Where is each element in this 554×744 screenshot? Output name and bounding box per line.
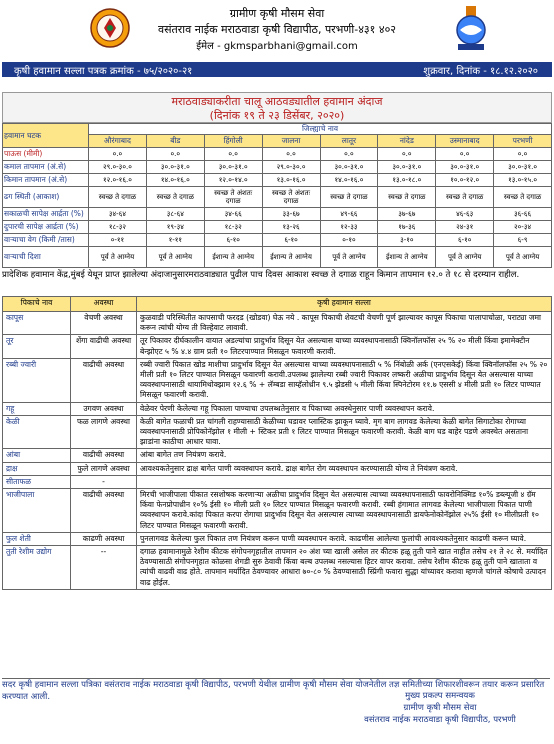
forecast-cell: २९.०-३०.०: [262, 161, 320, 174]
forecast-cell: २४-३१: [436, 221, 494, 234]
table-row: [3, 532, 552, 545]
forecast-cell: १७-३६: [378, 221, 436, 234]
table-row: [3, 148, 552, 161]
crop-name: सीताफळ: [3, 475, 71, 488]
district-name: हिंगोली: [204, 135, 262, 148]
forecast-cell: ३-१०: [378, 234, 436, 247]
forecast-cell: ईशान्य ते आग्नेय: [204, 247, 262, 268]
stage-header: अवस्था: [71, 297, 137, 312]
crop-advisory-table: [2, 296, 552, 590]
forecast-cell: १३.०-१६.०: [262, 174, 320, 187]
param-header: हवामान घटक: [3, 124, 89, 148]
param-label: पाऊस (मीमी): [3, 148, 89, 161]
table-row: [3, 312, 552, 335]
forecast-cell: ०-११: [89, 234, 147, 247]
forecast-cell: ३०.०-३१.०: [320, 161, 378, 174]
forecast-cell: ०.०: [89, 148, 147, 161]
crop-name: गहू: [3, 402, 71, 415]
forecast-cell: १३.०-१८.०: [378, 174, 436, 187]
forecast-cell: ०-१०: [320, 234, 378, 247]
forecast-cell: ३०.०-३१.०: [378, 161, 436, 174]
crop-stage: वेचणी अवस्था: [71, 312, 137, 335]
forecast-cell: ६-१०: [204, 234, 262, 247]
param-label: वाऱ्याचा वेग (किमी /तास): [3, 234, 89, 247]
forecast-cell: ३४-६६: [204, 208, 262, 221]
crop-advice: मिरची भाजीपाला पीकात रसशोषक करणाऱ्या अळीचा प्रादुर्भाव दिसून येत असल्यास त्याच्या व्यवस्थापनासाठी फावरोनिक्मिड १०% डब्ल्यूजी ४ ग्रॅम किंवा फेनप्रोपाथ्रीन १०% ईसी १० मीली प्रती १० लिटर पाण्यात मिसळून फवारणी करावी. रब्बी हंगामात लागवड केलेल्या भाजीपाला पिकात पाणी व्यवस्थापन करावे.कांदा पिकात करपा रोगाचा प्रादुर्भाव दिसून येत असल्यास त्याच्या व्यवस्थापनासाठी डायफेनोकोनॅझोल २५% ईसी १० मीलीप्रती १० लिटर पाण्यात मिसळून फवारणी करावी.: [137, 489, 552, 533]
forecast-cell: १२-३३: [320, 221, 378, 234]
crop-stage: वाढीची अवस्था: [71, 489, 137, 533]
forecast-cell: स्वच्छ ते दगाळ: [146, 187, 204, 208]
forecast-cell: १३.०-१५.०: [494, 174, 552, 187]
forecast-cell: ईशान्य ते आग्नेय: [262, 247, 320, 268]
org-line-1: ग्रामीण कृषी मौसम सेवा: [229, 7, 325, 20]
org-line-2: वसंतराव नाईक मराठवाडा कृषी विद्यापीठ, परभणी-४३१ ४०२: [157, 23, 397, 36]
crop-stage: उगवण अवस्था: [71, 402, 137, 415]
param-label: किमान तापमान (अं.से): [3, 174, 89, 187]
crop-name: केळी: [3, 415, 71, 449]
forecast-cell: पूर्व ते आग्नेय: [146, 247, 204, 268]
param-label: सकाळची सापेक्ष आर्द्रता (%): [3, 208, 89, 221]
bulletin-ref-bar: [2, 62, 552, 77]
forecast-cell: ०.०: [146, 148, 204, 161]
crop-name: आंबा: [3, 449, 71, 462]
crop-stage: -: [71, 475, 137, 488]
district-name: नांदेड: [378, 135, 436, 148]
crop-name: भाजीपाला: [3, 489, 71, 533]
signature-block: [330, 690, 550, 726]
footer-note: सदर कृषी हवामान सल्ला पत्रिका वसंतराव नाईक मराठवाडा कृषी विद्यापीठ, परभणी येथील ग्रामीण कृषी मौसम सेवा योजनेतील तज्ञ समितीच्या शिफारशीवरून तयार करून प्रसारित करण्यात आली.: [2, 678, 550, 703]
table-row: [3, 415, 552, 449]
forecast-cell: स्वच्छ ते अंशतः दगाळ: [262, 187, 320, 208]
forecast-date-range: (दिनांक १९ ते २३ डिसेंबर, २०२०): [209, 109, 345, 122]
forecast-cell: १-११: [146, 234, 204, 247]
forecast-cell: स्वच्छ ते दगाळ: [436, 187, 494, 208]
forecast-cell: ०.०: [204, 148, 262, 161]
signature-line-3: वसंतराव नाईक मराठवाडा कृषी विद्यापीठ, परभणी: [364, 715, 516, 725]
forecast-cell: स्वच्छ ते दगाळ: [320, 187, 378, 208]
table-row: [3, 221, 552, 234]
crop-advice: तूर पिकावर दीर्घकालीन वायात अडल्यांचा प्रादुर्भाव दिसून येत असल्यास याच्या व्यवस्थापनासाठी क्विनॉलफॉस २५ % २० मीली किंवा इमामेक्टीन बेन्झोएट ५ % ४.४ ग्राम प्रती १० लिटरपाण्यात मिसळून फवारणी करावी.: [137, 335, 552, 358]
district-name: लातूर: [320, 135, 378, 148]
forecast-cell: स्वच्छ ते दगाळ: [494, 187, 552, 208]
table-row: [3, 234, 552, 247]
forecast-cell: २९.०-३०.०: [89, 161, 147, 174]
forecast-heading: [2, 92, 552, 123]
crop-advice: पुनलागवड केलेल्या फुल पिकात तण नियंत्रण करून पाणी व्यवस्थापन करावे. काढणीस आलेल्या फुलांची आवश्यकतेनुसार काढणी करून घ्यावे.: [137, 532, 552, 545]
forecast-cell: ०.०: [494, 148, 552, 161]
table-row: [3, 208, 552, 221]
crop-advice: आवश्यकतेनुसार द्राक्ष बागेत पाणी व्यवस्थापन करावे. द्राक्ष बागेत रोग व्यवस्थापन करण्यासाठी योग्य ते नियंत्रण करावे.: [137, 462, 552, 475]
crop-stage: वाढीची अवस्था: [71, 449, 137, 462]
forecast-cell: ०.०: [436, 148, 494, 161]
crop-stage: --: [71, 546, 137, 590]
crop-advice: आंबा बागेत तण नियंत्रण करावे.: [137, 449, 552, 462]
table-row: [3, 358, 552, 402]
crop-stage: फुले लागणे अवस्था: [71, 462, 137, 475]
forecast-cell: ०.०: [378, 148, 436, 161]
forecast-cell: ३८-६४: [146, 208, 204, 221]
param-label: दुपारची सापेक्ष आर्द्रता (%): [3, 221, 89, 234]
forecast-cell: १०.०-१२.०: [436, 174, 494, 187]
table-row: [3, 449, 552, 462]
district-header: जिल्ह्याचे नाव: [89, 124, 552, 135]
forecast-title: मराठवाड्याकरीता चालू आठवड्यातील हवामान अंदाज: [171, 95, 383, 108]
param-label: ढग स्थिती (आकाश): [3, 187, 89, 208]
forecast-cell: पूर्व ते आग्नेय: [320, 247, 378, 268]
forecast-cell: ३०.०-३१.०: [146, 161, 204, 174]
table-row: [3, 247, 552, 268]
forecast-cell: ३०.०-३१.०: [204, 161, 262, 174]
crop-name: रब्बी ज्वारी: [3, 358, 71, 402]
forecast-cell: स्वच्छ ते दगाळ: [89, 187, 147, 208]
crop-advice: दगाळ हवामानामुळे रेशीम कीटक संगोपनगृहातील तापमान २० अंश च्या खाली असेल तर कीटक हळू तुती पाने खात नाहीत तसेच २१ ते २८ से. मर्यादित ठेवण्यासाठी संगोपनगृहात कोळसा शेगडी सुरु ठेवावी किंवा बल्ब उपलब्ध नसल्यास हिटर वापर करावा. तसेच रेशीम कीटक हळू तुती पाने खाताता व त्यांची वाढवी वाढ होते. तापमान मर्यादित ठेवण्यावर आधारा ७०-८० % ठेवण्यासाठी स्प्रिंगी फवारा सुद्धा यांच्यावर करावा म्हणजे चांगले कोषाचे उत्पादन वाढ होईल.: [137, 546, 552, 590]
crop-advice: रब्बी ज्वारी पिकात खोड माशीचा प्रादुर्भाव दिसून येत असल्यास याच्या व्यवस्थापनासाठी ५ % निंबोळी अर्क (एनएसकेई) किंवा क्विनॉलफॉस २५ % २० मीली प्रती १० लिटर पाण्यात मिसळून फवारणी करावी.उपलब्ध झालेल्या रब्बी ज्वारी पिकावर लष्करी अळीचा प्रादुर्भाव दिसून येत असल्यास याच्या व्यवस्थापनासाठी थायामिथोक्झाम १२.६ % + लॅम्बडा साय्हॅलोथ्रीन ९.५ झेडसी ५ मीली किंवा स्पिनेटोरम ११.७ एससी ४ मीली प्रती १० लिटर पाण्यात मिसळून फवारणी करावी.: [137, 358, 552, 402]
forecast-cell: स्वच्छ ते दगाळ: [378, 187, 436, 208]
forecast-cell: १३-२६: [262, 221, 320, 234]
forecast-cell: ३४-६४: [89, 208, 147, 221]
forecast-cell: ६-१०: [262, 234, 320, 247]
forecast-cell: स्वच्छ ते अंशतः दगाळ: [204, 187, 262, 208]
table-row: [3, 489, 552, 533]
forecast-cell: १९-३४: [146, 221, 204, 234]
table-row: [3, 402, 552, 415]
forecast-summary: प्रादेशिक हवामान केंद्र,मुंबई येथून प्राप्त झालेल्या अंदाजानुसारमराठवाड्यात पुढील पाच दिवस आकाश स्वच्छ ते दगाळ राहून किमान तापमान १२.० ते १८ से दरम्यान राहील.: [2, 270, 520, 280]
table-row: [3, 174, 552, 187]
crop-stage: काढणी अवस्था: [71, 532, 137, 545]
table-row: [3, 161, 552, 174]
forecast-cell: ०.०: [262, 148, 320, 161]
param-label: वाऱ्याची दिशा: [3, 247, 89, 268]
forecast-cell: १४.०-१६.०: [320, 174, 378, 187]
forecast-cell: पूर्व ते आग्नेय: [494, 247, 552, 268]
crop-advice: कुळवाडी परिस्थितीत कापसाची फरदड (खोडवा) घेऊ नये . कापूस पिकाची शेवटची वेचणी पूर्ण झाल्यावर कापूस पिकाचा पालापाचोळा, पराट्या जमा करून त्यांची योग्य ती विल्हेवाट लावावी.: [137, 312, 552, 335]
forecast-cell: ४९-६६: [320, 208, 378, 221]
district-name: परभणी: [494, 135, 552, 148]
forecast-cell: ३०.०-३१.०: [494, 161, 552, 174]
forecast-cell: १२.०-१४.०: [204, 174, 262, 187]
bulletin-number: कृषी हवामान सल्ला पत्रक क्रमांक - ७५/२०२०-२१: [14, 66, 193, 77]
crop-name: कापूस: [3, 312, 71, 335]
table-row: [3, 546, 552, 590]
district-name: उस्मानाबाद: [436, 135, 494, 148]
forecast-cell: ३७-६७: [378, 208, 436, 221]
district-name: औरंगाबाद: [89, 135, 147, 148]
forecast-cell: ३६-६६: [494, 208, 552, 221]
forecast-cell: पूर्व ते आग्नेय: [436, 247, 494, 268]
advice-header: कृषी हवामान सल्ला: [137, 297, 552, 312]
crop-advice: [137, 475, 552, 488]
forecast-cell: ईशान्य ते आग्नेय: [378, 247, 436, 268]
forecast-cell: १८-३२: [204, 221, 262, 234]
advisory-rows: [3, 312, 552, 590]
bulletin-date: शुक्रवार, दिनांक - १८.१२.२०२०: [423, 66, 538, 77]
forecast-cell: ६-१०: [436, 234, 494, 247]
forecast-cell: ४६-६३: [436, 208, 494, 221]
crop-name-header: पिकाचे नाव: [3, 297, 71, 312]
org-email: ईमेल - gkmsparbhani@gmail.com: [196, 41, 358, 52]
forecast-cell: १२.०-१६.०: [89, 174, 147, 187]
forecast-cell: १४.०-१६.०: [146, 174, 204, 187]
crop-name: फुल शेती: [3, 532, 71, 545]
param-label: कमाल तापमान (अं.से): [3, 161, 89, 174]
table-row: [3, 187, 552, 208]
forecast-cell: ०.०: [320, 148, 378, 161]
signature-line-2: ग्रामीण कृषी मौसम सेवा: [403, 703, 477, 713]
forecast-cell: पूर्व ते आग्नेय: [89, 247, 147, 268]
crop-stage: फळ लागणे अवस्था: [71, 415, 137, 449]
table-row: [3, 475, 552, 488]
crop-stage: वाढीची अवस्था: [71, 358, 137, 402]
crop-advice: केळी बागेत फळाची प्रत चांगली राहण्यासाठी केळीच्या घडावर प्लास्टिक झाकून घ्यावे. मृग बाग लागवड केलेल्या केळी बागेत सिगाटोका रोगाच्या व्यवस्थापनासाठी प्रोपिकोनॅझोल १ मीली + स्टिकर प्रती १ लिटर पाण्यात मिसळून फवारणी करावी. केळी बाग घड बाहेर पडणे अवस्थेत असताना झाडांना काठीचा आधार घावा.: [137, 415, 552, 449]
district-name: बीड: [146, 135, 204, 148]
crop-name: तूर: [3, 335, 71, 358]
crop-advice: वेळेवर पेरणी केलेल्या गहू पिकाला पाण्याचा उपलब्धतेनुसार व पिकाच्या अवस्थेनुसार पाणी व्यवस्थापन करावे.: [137, 402, 552, 415]
district-name: जालना: [262, 135, 320, 148]
table-row: [3, 335, 552, 358]
table-row: [3, 462, 552, 475]
forecast-cell: ६-९: [494, 234, 552, 247]
signature-line-1: मुख्य प्रकल्प समन्वयक: [405, 691, 475, 701]
weather-rows: [3, 148, 552, 268]
forecast-cell: ३३-६७: [262, 208, 320, 221]
weather-forecast-table: [2, 123, 552, 268]
forecast-cell: ३०.०-३१.०: [436, 161, 494, 174]
forecast-cell: १८-३२: [89, 221, 147, 234]
crop-name: तुती रेशीम उद्योग: [3, 546, 71, 590]
crop-name: द्राक्ष: [3, 462, 71, 475]
crop-stage: शेंगा वाढीची अवस्था: [71, 335, 137, 358]
forecast-cell: २०-३४: [494, 221, 552, 234]
